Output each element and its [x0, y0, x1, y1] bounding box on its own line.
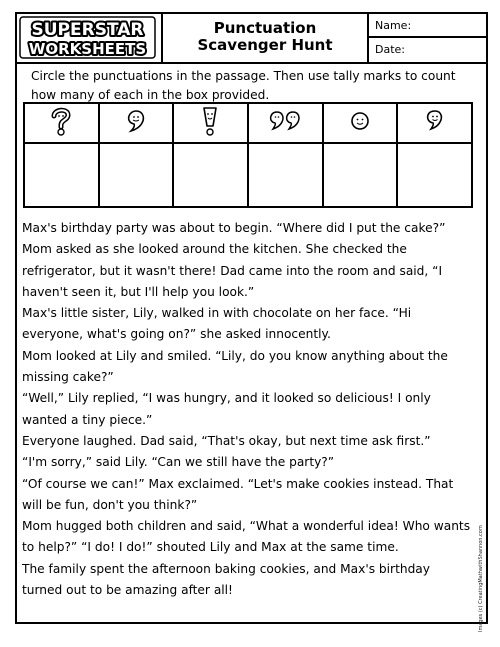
passage-paragraph: Max's little sister, Lily, walked in with chocolate on her face. “Hi everyone, what's going on?” she asked innocently. — [22, 306, 412, 342]
apostrophe-icon — [423, 108, 447, 134]
worksheet-header — [17, 14, 486, 64]
passage-paragraph: Max's birthday party was about to begin. “Where did I put the cake?” Mom asked as she looked around the kitchen. She checked the refrigerator, but it wasn't there! Dad came into the room and said, “I haven't seen it, but I'll help you look.” — [22, 221, 446, 299]
title-box — [161, 14, 369, 62]
logo-line-1: SUPERSTAR — [31, 20, 144, 40]
tally-count-cell[interactable] — [173, 143, 247, 207]
title-line-1: Punctuation — [213, 19, 317, 37]
tally-header-cell — [173, 103, 247, 143]
tally-count-cell[interactable] — [323, 143, 398, 207]
tally-count-cell[interactable] — [248, 143, 323, 207]
tally-header-cell — [99, 103, 174, 143]
tally-table — [23, 102, 473, 208]
passage-paragraph: Mom looked at Lily and smiled. “Lily, do you know anything about the missing cake?” — [22, 348, 448, 385]
title-line-2: Scavenger Hunt — [197, 36, 333, 54]
passage-paragraph: Mom hugged both children and said, “What a wonderful idea! Who wants to help?” “I do! I do!” shouted Lily and Max at the same time. — [22, 519, 471, 555]
tally-count-row — [24, 143, 472, 207]
name-field[interactable]: Name: — [369, 14, 486, 38]
tally-header-cell — [24, 103, 99, 143]
passage-paragraph: Everyone laughed. Dad said, “That's okay, but next time ask first.” — [22, 433, 431, 448]
passage-paragraph: “Well,” Lily replied, “I was hungry, and it looked so delicious! I only wanted a tiny piece.” — [22, 391, 431, 427]
passage-paragraph: The family spent the afternoon baking cookies, and Max's birthday turned out to be amazing after all! — [22, 561, 430, 598]
question-mark-icon — [49, 106, 73, 136]
period-icon — [348, 109, 372, 133]
tally-count-cell[interactable] — [99, 143, 174, 207]
name-date-box — [369, 14, 486, 62]
passage-paragraph: “I'm sorry,” said Lily. “Can we still have the party?” — [22, 455, 335, 470]
tally-header-cell — [248, 103, 323, 143]
instructions: Circle the punctuations in the passage. Then use tally marks to count how many of each in the box provided. — [31, 69, 456, 102]
tally-count-cell[interactable] — [397, 143, 472, 207]
superstar-worksheets-logo — [19, 16, 156, 59]
tally-header-cell — [397, 103, 472, 143]
tally-icon-row — [24, 103, 472, 143]
logo-line-2: WORKSHEETS — [28, 40, 147, 58]
comma-icon — [123, 108, 149, 134]
date-field[interactable]: Date: — [375, 43, 405, 56]
exclamation-mark-icon — [200, 105, 220, 137]
passage-paragraph: “Of course we can!” Max exclaimed. “Let's make cookies instead. That will be fun, don't you think?” — [22, 476, 454, 512]
tally-count-cell[interactable] — [24, 143, 99, 207]
passage — [22, 218, 472, 601]
image-credit: Images (c) CreatingMathwithShannon.com — [478, 525, 484, 632]
tally-header-cell — [323, 103, 398, 143]
quotation-marks-icon — [267, 109, 303, 133]
